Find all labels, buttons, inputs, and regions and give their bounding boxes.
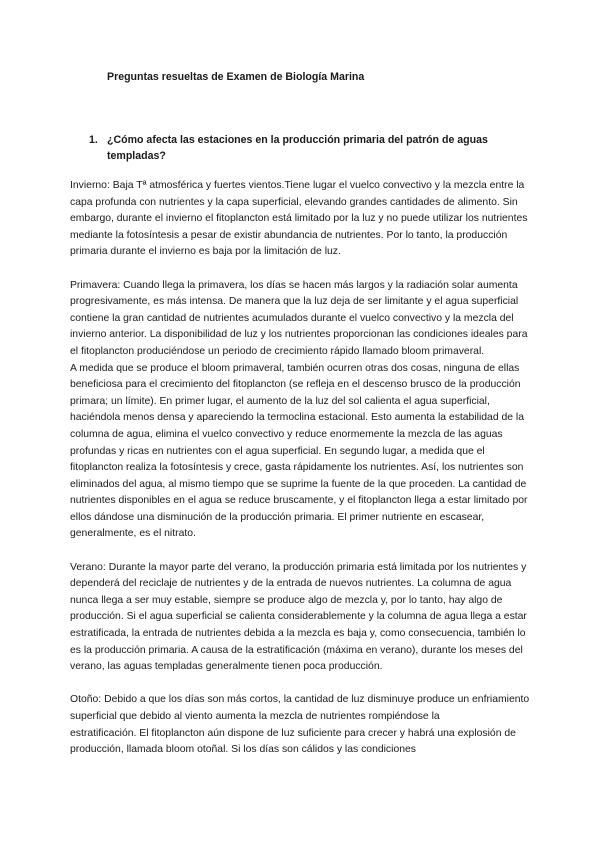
question-number: 1. xyxy=(89,134,98,146)
question-text: ¿Cómo afecta las estaciones en la producción primaria del patrón de aguas templadas? xyxy=(107,134,488,162)
paragraph-verano: Verano: Durante la mayor parte del verano, la producción primaria está limitada por los nutrientes y dependerá del reciclaje de nutrientes y de la entrada de nuevos nutrientes. La columna de agua nunca llega a ser muy estable, siempre se produce algo de mezcla y, por lo tanto, hay algo de producción. Si el agua superficial se calienta considerablemente y la columna de agua llega a estar estratificada, la entrada de nutrientes debida a la mezcla es baja y, como consecuencia, también lo es la producción primaria. A causa de la estratificación (máxima en verano), durante los meses del verano, las aguas templadas generalmente tienen poca producción. xyxy=(70,561,527,673)
paragraph-primavera: Primavera: Cuando llega la primavera, los días se hacen más largos y la radiación solar aumenta progresivamente, es más intensa. De manera que la luz deja de ser limitante y el agua superficial contiene la gran cantidad de nutrientes acumulados durante el vuelco convectivo y la mezcla del invierno anterior. La disponibilidad de luz y los nutrientes proporcionan las condiciones ideales para el fitoplancton produciéndose un periodo de crecimiento rápido llamado bloom primaveral. xyxy=(70,279,528,357)
paragraph-otono-continued: estratificación. El fitoplancton aún dispone de luz suficiente para crecer y habrá una explosión de producción, llamada bloom otoñal. Si los días son cálidos y las condiciones xyxy=(70,727,516,756)
paragraph-invierno: Invierno: Baja Tª atmosférica y fuertes vientos.Tiene lugar el vuelco convectivo y la mezcla entre la capa profunda con nutrientes y la capa superficial, elevando grandes cantidades de alimento. Sin embargo, durante el invierno el fitoplancton está limitado por la luz y no puede utilizar los nutrientes mediante la fotosíntesis a pesar de existir abundancia de nutrientes. Por lo tanto, la producción primaria durante el invierno es baja por la limitación de luz. xyxy=(70,180,528,258)
answer-body xyxy=(70,178,532,759)
paragraph-bloom: A medida que se produce el bloom primaveral, también ocurren otras dos cosas, ninguna de ellas beneficiosa para el crecimiento del fitoplancton (se refleja en el descenso brusco de la producción primara; un límite). En primer lugar, el aumento de la luz del sol calienta el agua superficial, haciéndola menos densa y apareciendo la termoclina estacional. Esto aumenta la estabilidad de la columna de agua, elimina el vuelco convectivo y reduce enormemente la mezcla de las aguas profundas y ricas en nutrientes con el agua superficial. En segundo lugar, a medida que el fitoplancton realiza la fotosíntesis y crece, gasta rápidamente los nutrientes. Así, los nutrientes son eliminados del agua, al mismo tiempo que se suprime la fuente de la que proceden. La cantidad de nutrientes disponibles en el agua se reduce bruscamente, y el fitoplancton llega a estar limitado por ellos dándose una disminución de la producción primaria. El primer nutriente en escasear, generalmente, es el nitrato. xyxy=(70,362,528,540)
document-title: Preguntas resueltas de Examen de Biología Marina xyxy=(107,71,365,83)
question-1 xyxy=(89,133,529,164)
paragraph-otono: Otoño: Debido a que los días son más cortos, la cantidad de luz disminuye produce un enfriamiento superficial que debido al viento aumenta la mezcla de nutrientes rompiéndose la xyxy=(70,694,530,722)
